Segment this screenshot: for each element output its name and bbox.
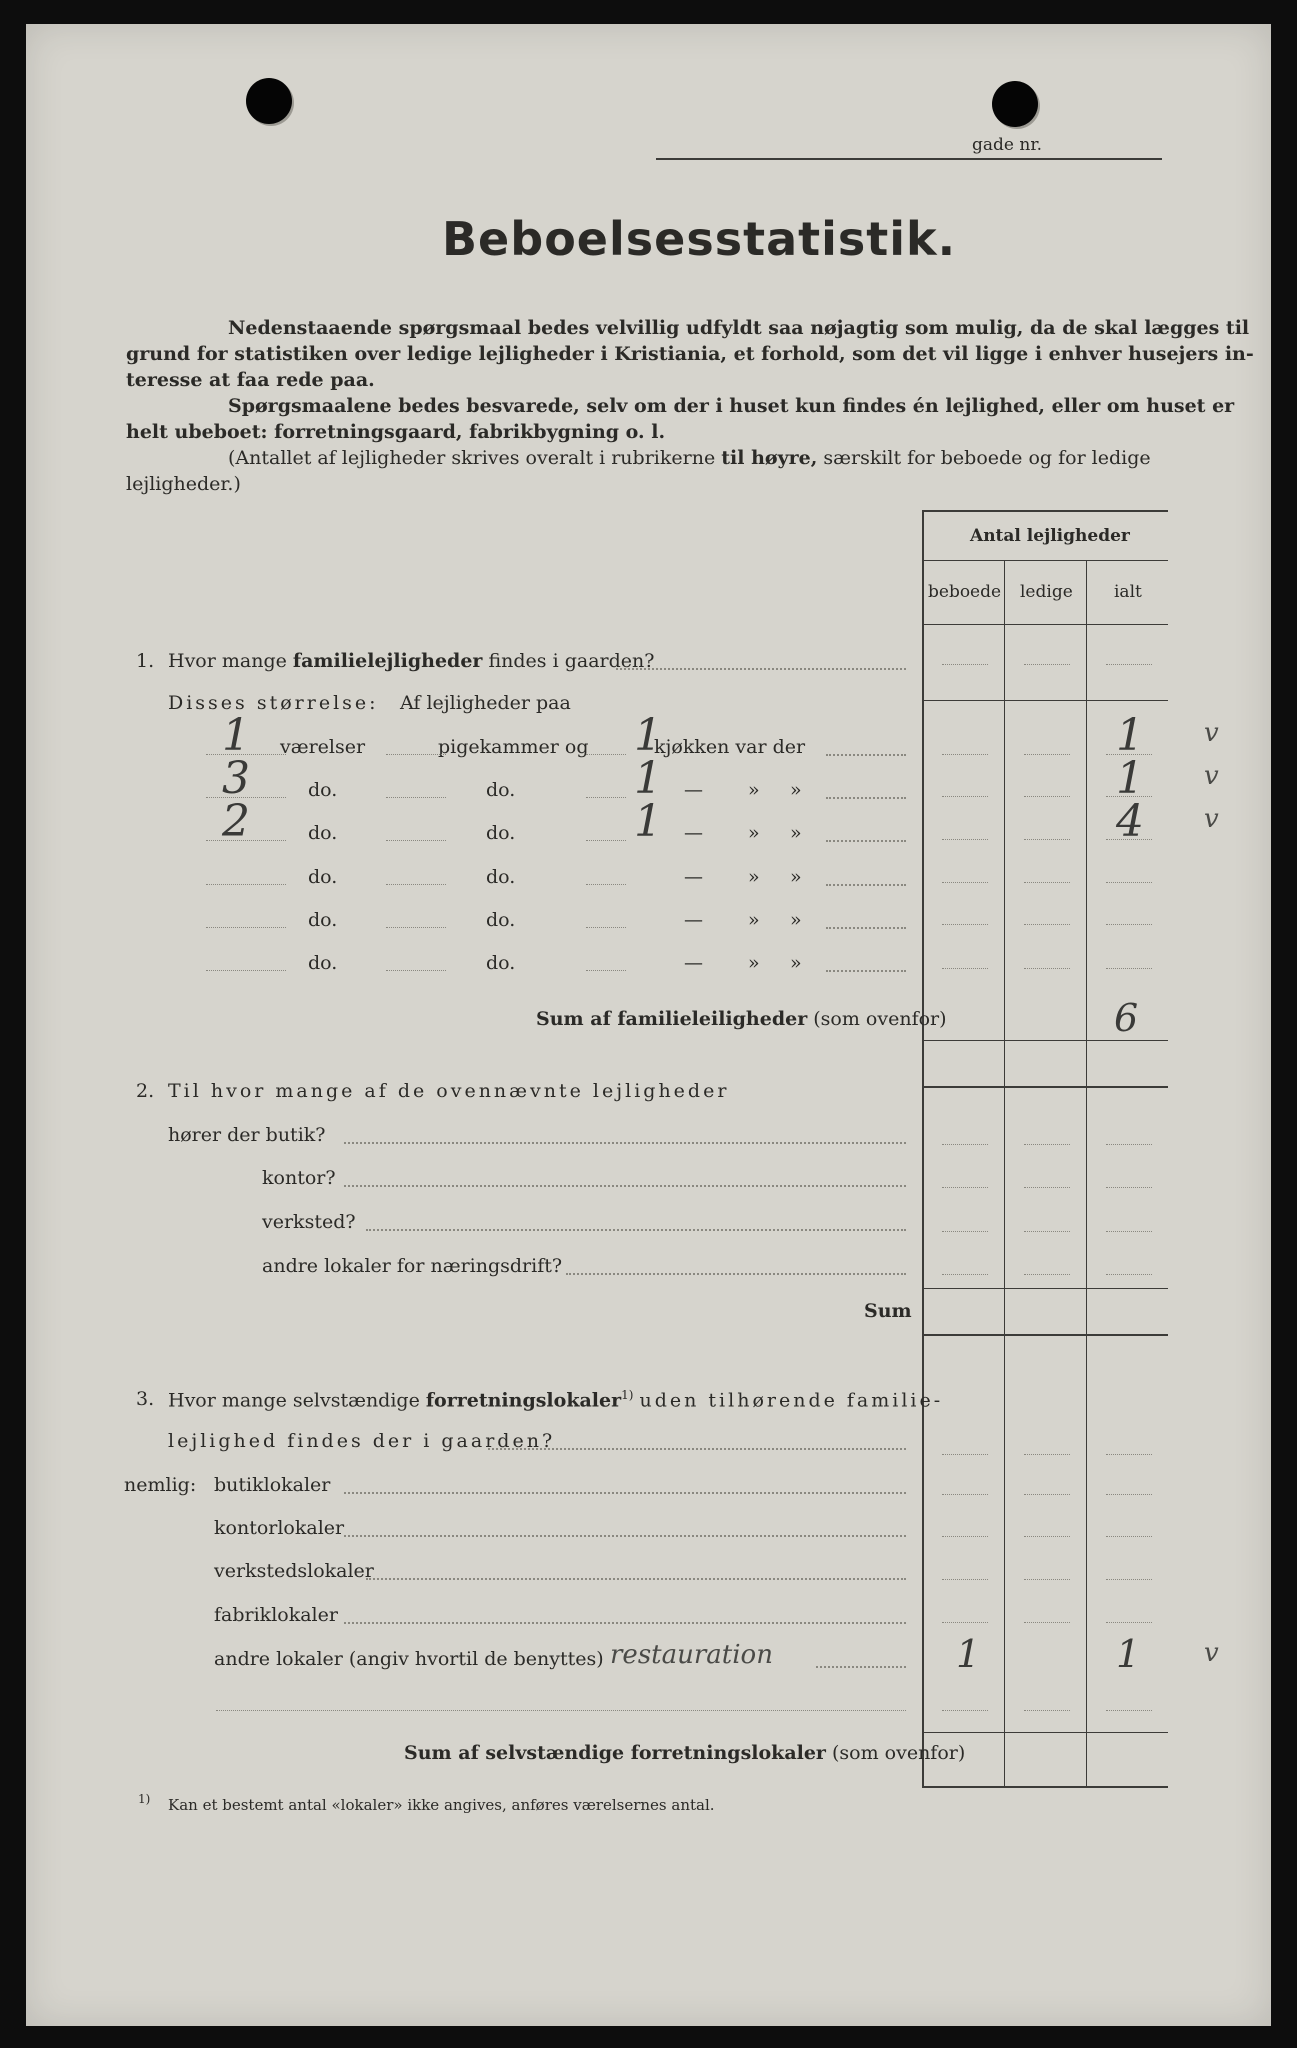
q1-row-dash: — [684, 909, 703, 931]
gade-label: gade nr. [972, 135, 1042, 155]
q1-row-ialt[interactable]: 4 [1116, 796, 1144, 847]
punch-hole-left [246, 78, 292, 124]
q1-row-tail-dots [826, 840, 906, 842]
q1-col-pigekammer: pigekammer og [438, 736, 589, 758]
q1-row-tail-dots [826, 927, 906, 929]
q1-row-dots-b [386, 927, 446, 928]
q1-row-dots-a [206, 970, 286, 971]
table-cell-dot[interactable] [1106, 882, 1152, 883]
q1-row-dots-c [586, 840, 626, 841]
punch-hole-right [992, 81, 1038, 127]
intro-p3-c: særskilt for beboede og for ledige [823, 447, 1151, 469]
table-cell-dot[interactable] [1024, 1274, 1070, 1275]
q1-sum-ialt[interactable]: 6 [1114, 996, 1139, 1040]
q2-question: Til hvor mange af de ovennævnte lejligheder [168, 1080, 730, 1102]
table-cell-dot[interactable] [1106, 1579, 1152, 1580]
q1-row-do-2: do. [486, 822, 516, 844]
table-cell-dot[interactable] [1024, 1579, 1070, 1580]
q1-row-do-2: do. [486, 866, 516, 888]
q1-row-dots-b [386, 754, 446, 755]
intro-p3-a: (Antallet af lejligheder skrives overalt i rubrikerne [228, 447, 716, 469]
table-cell-dot[interactable] [1024, 1622, 1070, 1623]
q1-row-dash: — [684, 822, 703, 844]
table-cell-dot[interactable] [1024, 1144, 1070, 1145]
page-title: Beboelsesstatistik. [442, 212, 957, 266]
q3-footnote-ref: 1) [621, 1388, 634, 1402]
table-bottom-line [922, 1786, 1168, 1788]
q1-sum-a: Sum af familieleiligheder [536, 1008, 808, 1030]
q3-question [168, 1388, 943, 1411]
q2-kontor: kontor? [262, 1167, 336, 1189]
q1-row-dots-a [206, 840, 286, 841]
q1-row-do-1: do. [308, 779, 338, 801]
table-cell-dot[interactable] [1106, 664, 1152, 665]
form-sheet [26, 24, 1271, 2026]
q3-andre-dots [816, 1666, 906, 1668]
q1-row-dots-b [386, 970, 446, 971]
q3-text-b: forretningslokaler [425, 1389, 622, 1412]
table-cell-dot[interactable] [942, 924, 988, 925]
q3-fabrik: fabriklokaler [214, 1604, 338, 1626]
q1-row-quote-1: » [748, 866, 760, 888]
gade-line[interactable] [656, 158, 1162, 160]
q3-sum-b: (som ovenfor) [832, 1742, 966, 1764]
table-cell-dot[interactable] [942, 796, 988, 797]
q2-butik-dots [344, 1142, 906, 1144]
table-cell-dot[interactable] [942, 1454, 988, 1455]
table-cell-dot[interactable] [1106, 796, 1152, 797]
table-cell-dot[interactable] [942, 1579, 988, 1580]
table-cell-dot[interactable] [942, 968, 988, 969]
table-cell-dot[interactable] [942, 1274, 988, 1275]
q1-row-quote-2: » [790, 822, 802, 844]
q1-row-tail-dots [826, 797, 906, 799]
q1-row-ialt[interactable]: 1 [1116, 710, 1144, 761]
q1-row-do-1: do. [308, 866, 338, 888]
q1-row-dots-a [206, 927, 286, 928]
q1-sum-b: (som ovenfor) [813, 1008, 947, 1030]
q1-row-rooms[interactable]: 2 [222, 796, 250, 847]
table-subheader-sep [922, 624, 1168, 625]
table-cell-dot[interactable] [1024, 1187, 1070, 1188]
table-cell-dot[interactable] [942, 839, 988, 840]
q1-row-quote-1: » [748, 909, 760, 931]
q1-col-kjokken: kjøkken var der [654, 736, 806, 758]
q1-row-dash: — [684, 779, 703, 801]
table-cell-dot[interactable] [1106, 1144, 1152, 1145]
table-cell-dot[interactable] [1024, 968, 1070, 969]
table-cell-dot[interactable] [942, 664, 988, 665]
table-cell-dot[interactable] [1106, 968, 1152, 969]
intro-p1-l3: teresse at faa rede paa. [126, 369, 375, 391]
q1-size-label: Disses størrelse: [168, 692, 379, 714]
table-cell-dot[interactable] [1106, 924, 1152, 925]
q1-row-ialt[interactable]: 1 [1116, 753, 1144, 804]
table-cell-dot[interactable] [942, 1536, 988, 1537]
q2-andre-dots [566, 1273, 906, 1275]
q1-text-b: familielejligheder [292, 650, 483, 672]
q1-row-do-2: do. [486, 952, 516, 974]
q1-row-quote-1: » [748, 952, 760, 974]
table-sum2-top [922, 1288, 1168, 1289]
table-col-line-2 [1086, 560, 1087, 1786]
intro-p1-l2: grund for statistiken over ledige lejligheder i Kristiania, et forhold, som det vil ligge i enhver husejers in- [126, 343, 1254, 365]
table-cell-dot[interactable] [942, 1710, 988, 1711]
table-cell-dot[interactable] [1024, 754, 1070, 755]
q1-row-do-2: do. [486, 909, 516, 931]
table-cell-dot[interactable] [1024, 1536, 1070, 1537]
col-ialt: ialt [1114, 582, 1142, 602]
q1-row-do-2: do. [486, 779, 516, 801]
q1-row-do-1: do. [308, 952, 338, 974]
q3-sum-a: Sum af selvstændige forretningslokaler [404, 1742, 826, 1764]
q1-question [168, 650, 654, 672]
q1-row-quote-2: » [790, 779, 802, 801]
q1-row-kitchen[interactable]: 1 [634, 710, 662, 761]
footnote-text: Kan et bestemt antal «lokaler» ikke angives, anføres værelsernes antal. [168, 1796, 715, 1814]
table-cell-dot[interactable] [942, 1231, 988, 1232]
q1-row-quote-1: » [748, 822, 760, 844]
table-cell-dot[interactable] [1106, 1494, 1152, 1495]
q2-verksted: verksted? [262, 1211, 356, 1233]
q1-row-kitchen[interactable]: 1 [634, 796, 662, 847]
q1-row-dots-c [586, 970, 626, 971]
q3-verksted: verkstedslokaler [214, 1560, 374, 1582]
q1-row-quote-1: » [748, 779, 760, 801]
col-ledige: ledige [1020, 582, 1073, 602]
table-cell-dot[interactable] [942, 1187, 988, 1188]
table-cell-dot[interactable] [1106, 1622, 1152, 1623]
table-header-sep [922, 560, 1168, 561]
q1-text-a: Hvor mange [168, 650, 287, 672]
q1-row-dots-c [586, 927, 626, 928]
intro-p3-l1 [228, 447, 1151, 469]
q3-text-c: uden tilhørende familie- [639, 1389, 944, 1412]
q1-row-dots-c [586, 884, 626, 885]
q1-size-sub: Af lejligheder paa [400, 692, 571, 714]
table-cell-dot[interactable] [1024, 924, 1070, 925]
table-cell-dot[interactable] [942, 1622, 988, 1623]
table-cell-dot[interactable] [1024, 796, 1070, 797]
q3-line2-dots [488, 1448, 906, 1450]
table-cell-dot[interactable] [942, 754, 988, 755]
q3-kontor-dots [344, 1535, 906, 1537]
col-beboede: beboede [928, 582, 1002, 602]
table-sum1-top [922, 1040, 1168, 1041]
q1-row-rooms[interactable]: 3 [222, 753, 250, 804]
q1-row-tail-dots [826, 884, 906, 886]
table-cell-dot[interactable] [1024, 1454, 1070, 1455]
table-cell-dot[interactable] [942, 882, 988, 883]
intro-p1-l1: Nedenstaaende spørgsmaal bedes velvillig udfyldt saa nøjagtig som mulig, da de skal lægges til [228, 317, 1250, 339]
q3-andre-ialt[interactable]: 1 [1116, 1632, 1141, 1676]
table-left-line [922, 510, 924, 1786]
table-cell-dot[interactable] [1106, 1231, 1152, 1232]
table-cell-dot[interactable] [1106, 1710, 1152, 1711]
table-sum1-bottom [922, 1086, 1168, 1088]
intro-p2-l2: helt ubeboet: forretningsgaard, fabrikbygning o. l. [126, 421, 666, 443]
q1-row-dots-c [586, 797, 626, 798]
q1-row-check: v [1204, 804, 1219, 834]
q1-row-dots-a [206, 884, 286, 885]
q2-sum: Sum [864, 1300, 912, 1322]
q1-row-quote-2: » [790, 909, 802, 931]
q2-kontor-dots [344, 1185, 906, 1187]
intro-p3-b: til høyre, [721, 447, 818, 469]
table-cell-dot[interactable] [1106, 754, 1152, 755]
q1-row-tail-dots [826, 754, 906, 756]
q3-number: 3. [136, 1388, 155, 1410]
q3-extra-line [216, 1710, 906, 1711]
table-group-header: Antal lejligheder [970, 526, 1130, 546]
q1-row-dash: — [684, 866, 703, 888]
q2-butik: hører der butik? [168, 1124, 326, 1146]
q3-fabrik-dots [344, 1622, 906, 1624]
table-cell-dot[interactable] [1024, 839, 1070, 840]
q1-row-quote-2: » [790, 866, 802, 888]
intro-p3-l2: lejligheder.) [126, 473, 241, 495]
q3-line2: lejlighed findes der i gaarden? [168, 1430, 556, 1452]
q1-row-do-1: do. [308, 909, 338, 931]
table-sum2-bottom [922, 1334, 1168, 1336]
q3-verksted-dots [366, 1578, 906, 1580]
table-cell-dot[interactable] [1024, 1231, 1070, 1232]
q1-row-quote-2: » [790, 952, 802, 974]
q3-kontor: kontorlokaler [214, 1517, 345, 1539]
q1-row-dots-c [586, 754, 626, 755]
intro-p2-l1: Spørgsmaalene bedes besvarede, selv om der i huset kun findes én lejlighed, eller om huset er [228, 395, 1235, 417]
q3-andre-beboede[interactable]: 1 [956, 1632, 981, 1676]
q3-andre-handwritten[interactable]: restauration [610, 1640, 773, 1670]
table-cell-dot[interactable] [1024, 882, 1070, 883]
q1-row-dots-b [386, 797, 446, 798]
q1-row-rooms[interactable]: 1 [222, 710, 250, 761]
q1-number: 1. [136, 650, 155, 672]
table-col-line-1 [1004, 560, 1005, 1786]
table-cell-dot[interactable] [1106, 839, 1152, 840]
q1-col-vaerelser: værelser [280, 736, 366, 758]
table-q1-sep [922, 700, 1168, 701]
table-cell-dot[interactable] [942, 1494, 988, 1495]
q1-row-do-1: do. [308, 822, 338, 844]
q2-verksted-dots [366, 1229, 906, 1231]
q1-row-kitchen[interactable]: 1 [634, 753, 662, 804]
table-cell-dot[interactable] [1024, 1494, 1070, 1495]
table-top-line [922, 510, 1168, 512]
q2-number: 2. [136, 1080, 155, 1102]
q3-butik-dots [344, 1492, 906, 1494]
q1-text-c: findes i gaarden? [488, 650, 655, 672]
q1-sum-label [536, 1008, 947, 1030]
q3-text-a: Hvor mange selvstændige [168, 1389, 420, 1412]
q3-andre-check: v [1204, 1638, 1219, 1668]
table-cell-dot[interactable] [1106, 1274, 1152, 1275]
q1-row-dash: — [684, 952, 703, 974]
q1-row-dots-b [386, 840, 446, 841]
table-sum3-top [922, 1732, 1168, 1733]
q1-row-dots-b [386, 884, 446, 885]
q1-dots [616, 668, 906, 670]
q3-butik: butiklokaler [214, 1474, 331, 1496]
q2-andre: andre lokaler for næringsdrift? [262, 1255, 563, 1277]
table-cell-dot[interactable] [1106, 1536, 1152, 1537]
q3-sum [404, 1742, 965, 1764]
q1-row-tail-dots [826, 970, 906, 972]
table-cell-dot[interactable] [1106, 1187, 1152, 1188]
table-cell-dot[interactable] [1024, 1710, 1070, 1711]
q3-andre: andre lokaler (angiv hvortil de benyttes) [214, 1648, 604, 1670]
q1-row-check: v [1204, 718, 1219, 748]
q3-nemlig: nemlig: [124, 1474, 197, 1496]
q1-row-check: v [1204, 761, 1219, 791]
table-cell-dot[interactable] [1024, 664, 1070, 665]
table-cell-dot[interactable] [942, 1144, 988, 1145]
table-cell-dot[interactable] [1106, 1454, 1152, 1455]
footnote-mark: 1) [138, 1792, 151, 1806]
